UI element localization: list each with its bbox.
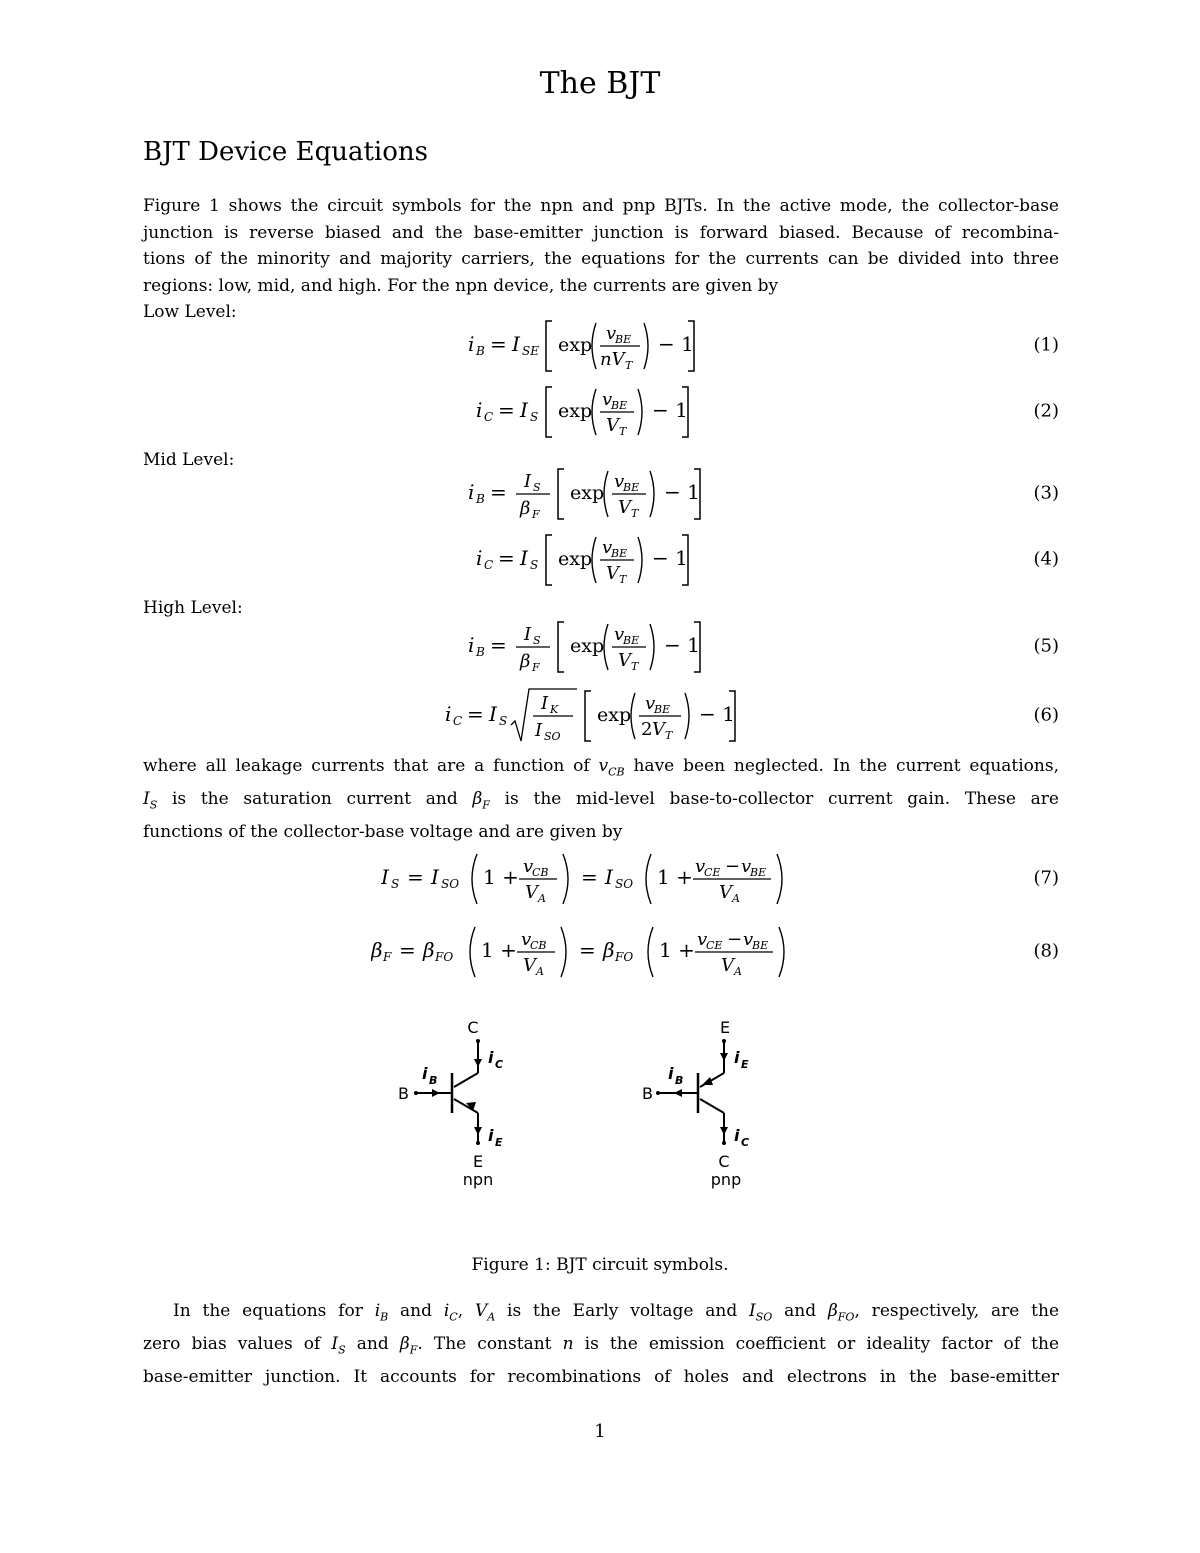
svg-text:C: C (741, 1136, 750, 1149)
svg-text:V: V (525, 882, 538, 903)
svg-text:2: 2 (641, 719, 653, 740)
svg-text:=: = (498, 398, 515, 422)
svg-text:S: S (533, 481, 541, 494)
svg-text:F: F (532, 508, 540, 521)
svg-text:i: i (734, 1126, 740, 1145)
svg-text:1 +: 1 + (657, 865, 693, 889)
svg-text:V: V (652, 719, 665, 740)
leakage-text-2b: is the mid-level base-to-collector current gain. These are (489, 788, 1059, 809)
svg-text:FO: FO (615, 950, 634, 964)
svg-text:V: V (618, 497, 631, 518)
svg-text:BE: BE (623, 634, 640, 647)
equation-8-formula (371, 921, 821, 981)
intro-line-1: Figure 1 shows the circuit symbols for the npn and pnp BJTs. In the active mode, the collector-base (143, 196, 1059, 216)
svg-text:B: B (476, 344, 485, 358)
svg-text:i: i (468, 332, 475, 356)
svg-text:B: B (429, 1074, 438, 1087)
final-text-2a: zero bias values of (143, 1333, 332, 1354)
svg-text:V: V (721, 955, 734, 976)
svg-text:=: = (490, 480, 507, 504)
npn-symbol (398, 1018, 503, 1189)
svg-text:CB: CB (530, 939, 547, 952)
svg-text:BE: BE (611, 547, 628, 560)
svg-text:β: β (371, 938, 383, 962)
svg-text:=: = (467, 702, 484, 726)
equation-8 (143, 921, 1059, 981)
svg-text:E: E (495, 1136, 503, 1149)
svg-text:I: I (512, 332, 520, 356)
svg-text:i: i (476, 398, 483, 422)
leakage-line-1: where all leakage currents that are a function of $v_{CB}$ have been neglected. In the current equations, (143, 756, 1059, 779)
svg-text:− 1: − 1 (652, 546, 688, 570)
high-level-label: High Level: (143, 598, 243, 618)
section-heading: BJT Device Equations (143, 137, 428, 167)
svg-text:BE: BE (750, 866, 767, 879)
intro-line-2: junction is reverse biased and the base-emitter junction is forward biased. Because of recombina- (143, 222, 1059, 243)
svg-text:v: v (602, 537, 613, 558)
svg-text:E: E (741, 1058, 749, 1071)
svg-text:CE: CE (704, 866, 721, 879)
svg-text:v: v (645, 693, 656, 714)
svg-text:C: C (453, 714, 463, 728)
equation-6-number: (6) (1033, 704, 1059, 726)
pnp-symbol (642, 1018, 749, 1189)
svg-text:i: i (422, 1064, 428, 1083)
svg-text:v: v (614, 471, 625, 492)
svg-text:− 1: − 1 (652, 398, 688, 422)
npn-label: npn (462, 1170, 494, 1189)
svg-text:I: I (520, 546, 528, 570)
intro-line-4: regions: low, mid, and high. For the npn device, the currents are given by (143, 275, 779, 296)
leakage-text-2a: is the saturation current and (157, 788, 473, 809)
svg-text:F: F (383, 950, 392, 964)
svg-text:=: = (498, 546, 515, 570)
svg-text:−: − (727, 929, 743, 950)
svg-text:I: I (520, 398, 528, 422)
svg-text:β: β (423, 938, 435, 962)
svg-text:i: i (668, 1064, 674, 1083)
svg-text:CB: CB (532, 866, 549, 879)
svg-text:S: S (499, 714, 508, 728)
svg-text:1 +: 1 + (483, 865, 519, 889)
page-title: The BJT (539, 66, 661, 101)
svg-text:CE: CE (706, 939, 723, 952)
bjt-circuit-symbols-figure (380, 1015, 800, 1195)
svg-text:exp: exp (570, 482, 605, 504)
svg-text:T: T (625, 359, 633, 372)
svg-text:V: V (606, 415, 619, 436)
equation-2-formula (476, 381, 726, 441)
svg-text:SO: SO (544, 730, 561, 743)
svg-text:K: K (550, 703, 559, 716)
npn-collector-label: C (467, 1018, 479, 1037)
svg-text:i: i (468, 633, 475, 657)
svg-text:v: v (743, 929, 754, 950)
svg-text:T: T (619, 573, 627, 586)
final-line-3: base-emitter junction. It accounts for recombinations of holes and electrons in the base-emitter (143, 1366, 1059, 1387)
equation-3-number: (3) (1033, 482, 1059, 504)
svg-text:A: A (732, 892, 740, 905)
final-line-2: zero bias values of $I_S$ and $\beta_F$. The constant n is the emission coefficient or ideality factor of the (143, 1333, 1060, 1357)
svg-text:nV: nV (600, 349, 625, 370)
pnp-label: pnp (710, 1170, 742, 1189)
svg-text:=: = (579, 938, 596, 962)
svg-text:B: B (675, 1074, 684, 1087)
svg-text:S: S (391, 877, 400, 891)
svg-text:T: T (665, 729, 673, 742)
svg-text:v: v (606, 323, 617, 344)
equation-5-formula (468, 616, 728, 676)
final-text-1b: and (388, 1301, 444, 1321)
final-text-1a: In the equations for (173, 1301, 375, 1321)
svg-text:− 1: − 1 (664, 633, 700, 657)
svg-text:=: = (407, 865, 424, 889)
equation-4-number: (4) (1033, 548, 1059, 570)
svg-text:i: i (734, 1048, 740, 1067)
svg-text:v: v (695, 856, 706, 877)
svg-text:V: V (719, 882, 732, 903)
svg-text:v: v (602, 389, 613, 410)
svg-text:exp: exp (558, 548, 593, 570)
svg-text:i: i (488, 1048, 494, 1067)
equation-6-formula (445, 685, 765, 745)
equation-4-formula (476, 529, 726, 589)
final-paragraph (143, 1298, 1059, 1390)
mid-level-label: Mid Level: (143, 450, 235, 470)
equation-8-number: (8) (1033, 940, 1059, 962)
svg-text:I: I (605, 865, 613, 889)
leakage-paragraph (143, 753, 1059, 845)
page-number: 1 (594, 1421, 606, 1442)
svg-text:− 1: − 1 (658, 332, 694, 356)
svg-text:− 1: − 1 (699, 702, 735, 726)
figure-caption: Figure 1: BJT circuit symbols. (471, 1255, 729, 1275)
svg-text:I: I (524, 624, 532, 645)
equation-5-number: (5) (1033, 635, 1059, 657)
svg-text:v: v (741, 856, 752, 877)
pnp-emitter-label: E (719, 1018, 731, 1037)
svg-text:I: I (535, 720, 543, 741)
leakage-text-1a: where all leakage currents that are a function of (143, 756, 599, 776)
equation-4 (143, 529, 1059, 589)
final-text-1e: and (772, 1301, 828, 1321)
svg-text:I: I (431, 865, 439, 889)
svg-text:=: = (399, 938, 416, 962)
svg-text:I: I (381, 865, 389, 889)
leakage-text-1b: have been neglected. In the current equations, (624, 756, 1059, 776)
svg-text:T: T (619, 425, 627, 438)
svg-text:V: V (618, 650, 631, 671)
final-text-1d: is the Early voltage and (495, 1301, 750, 1321)
svg-text:S: S (533, 634, 541, 647)
svg-text:C: C (495, 1058, 504, 1071)
svg-text:S: S (530, 558, 539, 572)
svg-text:i: i (468, 480, 475, 504)
equation-2 (143, 381, 1059, 441)
svg-text:A: A (538, 892, 546, 905)
pnp-base-label: B (642, 1084, 653, 1103)
svg-text:B: B (476, 492, 485, 506)
equation-1-formula (468, 315, 728, 375)
svg-text:SO: SO (441, 877, 460, 891)
final-text-1f: , respectively, are the (854, 1301, 1060, 1321)
equation-1-number: (1) (1033, 334, 1059, 356)
svg-text:exp: exp (597, 704, 632, 726)
svg-text:A: A (536, 965, 544, 978)
low-level-label: Low Level: (143, 302, 237, 322)
leakage-line-2: $I_S$ is the saturation current and $\beta_F$ is the mid-level base-to-collector current gain. These are (143, 788, 1059, 812)
leakage-line-3: functions of the collector-base voltage and are given by (143, 821, 623, 842)
equation-7-formula (381, 848, 821, 908)
npn-emitter-label: E (472, 1152, 484, 1171)
svg-text:i: i (445, 702, 452, 726)
svg-text:BE: BE (615, 333, 632, 346)
svg-text:−: − (725, 856, 741, 877)
svg-text:I: I (489, 702, 497, 726)
svg-text:SO: SO (615, 877, 634, 891)
equation-2-number: (2) (1033, 400, 1059, 422)
svg-text:v: v (523, 856, 534, 877)
equation-5 (143, 616, 1059, 676)
final-text-2c: . The constant (417, 1333, 563, 1354)
svg-text:β: β (520, 651, 531, 672)
svg-text:T: T (631, 507, 639, 520)
svg-text:F: F (532, 661, 540, 674)
svg-text:=: = (581, 865, 598, 889)
svg-text:S: S (530, 410, 539, 424)
final-text-2b: and (345, 1333, 400, 1354)
equation-3-formula (468, 463, 728, 523)
svg-text:BE: BE (654, 703, 671, 716)
svg-text:β: β (603, 938, 615, 962)
svg-text:FO: FO (435, 950, 454, 964)
equation-3 (143, 463, 1059, 523)
svg-text:T: T (631, 660, 639, 673)
equation-1 (143, 315, 1059, 375)
svg-text:v: v (697, 929, 708, 950)
svg-text:V: V (606, 563, 619, 584)
svg-text:exp: exp (558, 334, 593, 356)
svg-text:SE: SE (522, 344, 539, 358)
svg-text:1 +: 1 + (659, 938, 695, 962)
intro-line-3: tions of the minority and majority carriers, the equations for the currents can be divided into three (143, 249, 1059, 269)
intro-paragraph (143, 193, 1059, 299)
svg-text:V: V (523, 955, 536, 976)
svg-text:i: i (488, 1126, 494, 1145)
svg-text:B: B (476, 645, 485, 659)
npn-base-label: B (398, 1084, 409, 1103)
svg-text:1 +: 1 + (481, 938, 517, 962)
svg-text:I: I (524, 471, 532, 492)
final-text-2d: is the emission coefficient or ideality factor of the (573, 1333, 1060, 1354)
svg-text:β: β (520, 498, 531, 519)
equation-7-number: (7) (1033, 867, 1059, 889)
svg-text:=: = (490, 633, 507, 657)
svg-text:v: v (521, 929, 532, 950)
svg-text:A: A (734, 965, 742, 978)
svg-text:− 1: − 1 (664, 480, 700, 504)
svg-text:C: C (484, 558, 494, 572)
svg-text:BE: BE (623, 481, 640, 494)
svg-text:exp: exp (570, 635, 605, 657)
svg-text:BE: BE (752, 939, 769, 952)
svg-text:v: v (614, 624, 625, 645)
svg-text:I: I (541, 693, 549, 714)
pnp-collector-label: C (718, 1152, 730, 1171)
final-line-1: In the equations for $i_B$ and $i_C$, $V_A$ is the Early voltage and $I_{SO}$ and $\beta_{FO}$, respectively, are the (173, 1301, 1060, 1324)
final-text-1c: , (457, 1301, 475, 1321)
svg-text:C: C (484, 410, 494, 424)
equation-6 (143, 685, 1059, 745)
svg-text:i: i (476, 546, 483, 570)
equation-7 (143, 848, 1059, 908)
svg-text:BE: BE (611, 399, 628, 412)
svg-text:exp: exp (558, 400, 593, 422)
svg-text:=: = (490, 332, 507, 356)
